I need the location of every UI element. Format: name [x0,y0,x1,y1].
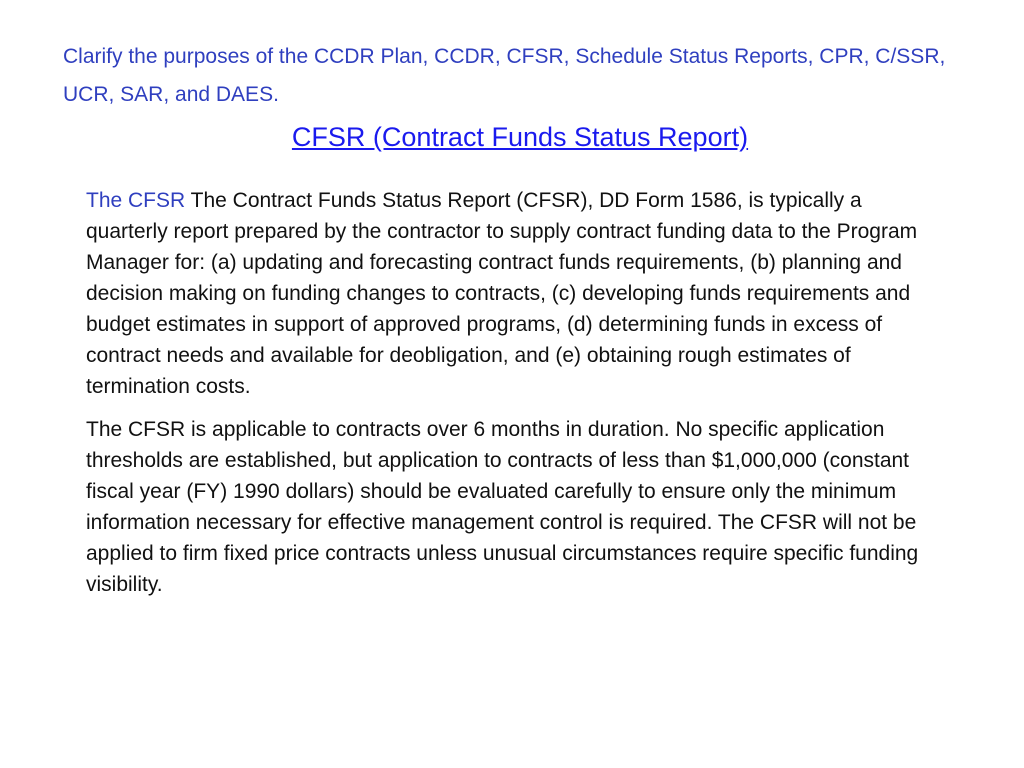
paragraph-2: The CFSR is applicable to contracts over 6 months in duration. No specific application thresholds are established, but application to contracts of less than $1,000,000 (constant fiscal year (FY) 1990 dollars) should be evaluated carefully to ensure only the minimum information necessary for effective management control is required. The CFSR will not be applied to firm fixed price contracts unless unusual circumstances require specific funding visibility. [86,418,919,596]
paragraph-1-lead: The CFSR [86,189,186,212]
question-heading: Clarify the purposes of the CCDR Plan, CCDR, CFSR, Schedule Status Reports, CPR, C/SSR, UCR, SAR, and DAES. [63,45,946,106]
slide-body [86,185,936,612]
paragraph-1 [86,185,936,402]
paragraph-1-text: The Contract Funds Status Report (CFSR), DD Form 1586, is typically a quarterly report prepared by the contractor to supply contract funding data to the Program Manager for: (a) updating and forecasting contract funds requirements, (b) planning and decision making on funding changes to contracts, (c) developing funds requirements and budget estimates in support of approved programs, (d) determining funds in excess of contract needs and available for deobligation, and (e) obtaining rough estimates of termination costs. [86,189,918,398]
slide-title: CFSR (Contract Funds Status Report) [291,122,749,152]
